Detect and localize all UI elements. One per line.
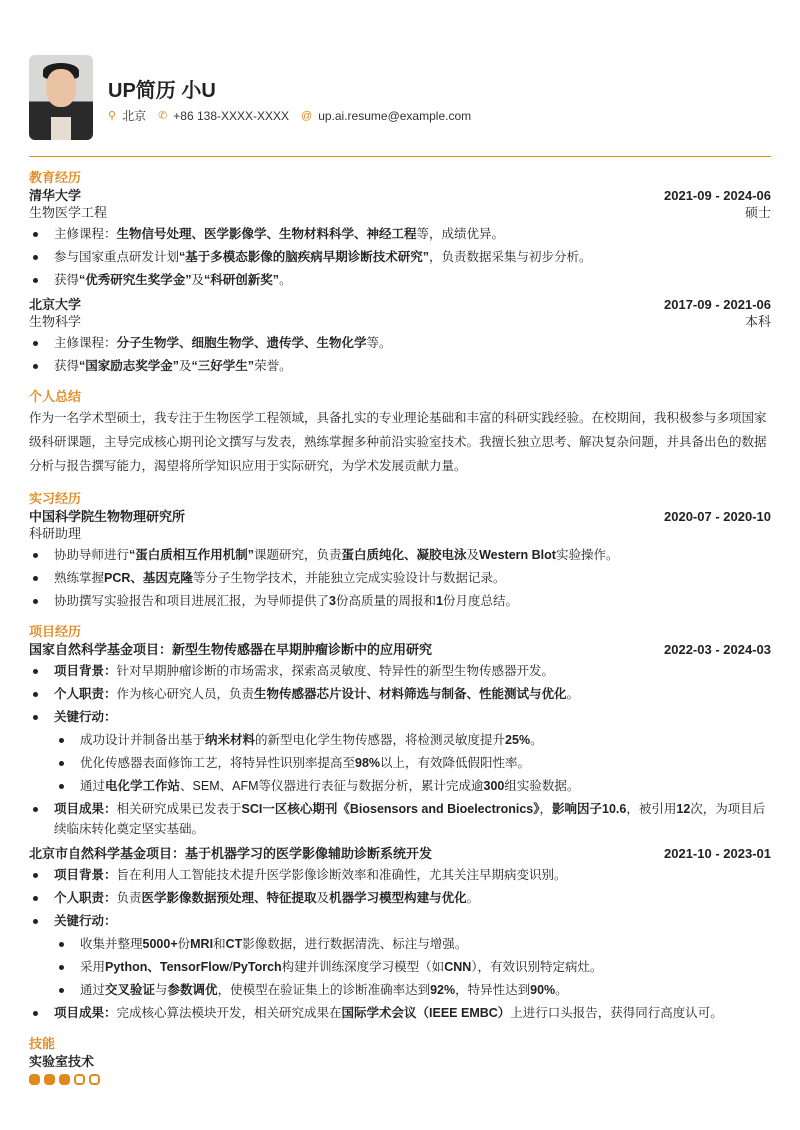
entry-header — [29, 845, 771, 862]
bold-text: 关键行动： — [54, 710, 117, 724]
text: 。 — [279, 273, 292, 287]
bullet-list — [29, 865, 771, 1023]
text: 旨在利用人工智能技术提升医学影像诊断效率和准确性，尤其关注早期病变识别。 — [116, 868, 567, 882]
entry-header — [29, 641, 771, 658]
bold-text: 国际学术会议（IEEE EMBC） — [341, 1006, 511, 1020]
bold-text: 生物信号处理、医学影像学、生物材料科学、神经工程 — [116, 227, 417, 241]
entry — [29, 845, 771, 1023]
text: 份 — [177, 937, 191, 951]
bold-text: 个人职责： — [54, 687, 117, 701]
entry-title: 国家自然科学基金项目：新型生物传感器在早期肿瘤诊断中的应用研究 — [29, 642, 433, 657]
bold-text: 项目背景： — [54, 664, 117, 678]
text: 课题研究，负责 — [254, 548, 342, 562]
entry-date: 2017-09 - 2021-06 — [664, 297, 771, 312]
entry-date: 2020-07 - 2020-10 — [664, 509, 771, 524]
bullet-list — [29, 661, 771, 839]
sub-bullet-item — [29, 980, 771, 1000]
text: 完成核心算法模块开发，相关研究成果在 — [116, 1006, 342, 1020]
entry — [29, 187, 771, 290]
text: 及 — [316, 891, 330, 905]
bullet-item — [29, 707, 771, 727]
text: 构建并训练深度学习模型（如 — [281, 960, 445, 974]
bold-text: Western Blot — [479, 548, 556, 562]
bold-text: SCI一区核心期刊《Biosensors and Bioelectronics》 — [241, 802, 540, 816]
skill-name: 实验室技术 — [29, 1054, 95, 1069]
level-dot-filled — [59, 1074, 70, 1085]
bold-text: 项目背景： — [54, 868, 117, 882]
sub-bullet-item — [29, 730, 771, 750]
text: 协助撰写实验报告和项目进展汇报，为导师提供了 — [54, 594, 330, 608]
bold-text: 1 — [435, 594, 443, 608]
text: 熟练掌握 — [54, 571, 105, 585]
summary-text: 作为一名学术型硕士，我专注于生物医学工程领域，具备扎实的专业理论基础和丰富的科研实践经验。在校期间，我积极参与多项国家级科研课题，主导完成核心期刊论文撰写与发表，熟练掌握多种前沿实验室技术。我擅长独立思考、解决复杂问题，并具备出色的数据分析与报告撰写能力，渴望将所学知识应用于实际研究，为学术发展贡献力量。 — [29, 411, 767, 473]
resume-page — [29, 0, 771, 1085]
sub-bullet-item — [29, 934, 771, 954]
bold-text: PyTorch — [232, 960, 282, 974]
bold-text: 12 — [676, 802, 691, 816]
bullet-item — [29, 591, 771, 611]
bold-text: CT — [225, 937, 243, 951]
text: 获得 — [54, 359, 80, 373]
bullet-item — [29, 568, 771, 588]
text: 相关研究成果已发表于 — [116, 802, 242, 816]
text: 。 — [555, 983, 568, 997]
text: 影像数据，进行数据清洗、标注与增强。 — [242, 937, 468, 951]
text: 等，成绩优异。 — [416, 227, 505, 241]
bold-text: “蛋白质相互作用机制” — [129, 548, 255, 562]
entry-header — [29, 296, 771, 313]
text: ，特异性达到 — [455, 983, 531, 997]
bold-text: 蛋白质纯化、凝胶电泳 — [341, 548, 467, 562]
entry-title: 北京市自然科学基金项目：基于机器学习的医学影像辅助诊断系统开发 — [29, 846, 433, 861]
bold-text: 参数调优 — [167, 983, 218, 997]
bold-text: 电化学工作站 — [105, 779, 181, 793]
section-title: 技能 — [29, 1036, 56, 1051]
entry-role: 科研助理 — [29, 526, 82, 541]
entry-role: 生物科学 — [29, 314, 82, 329]
bold-text: 纳米材料 — [205, 733, 256, 747]
text: 次，为项目后续临床转化奠定坚实基础。 — [54, 802, 766, 836]
level-dot-empty — [89, 1074, 100, 1085]
entry-subtitle — [29, 313, 771, 330]
text: ，负责数据采集与初步分析。 — [429, 250, 592, 264]
text: 负责 — [116, 891, 142, 905]
entry-role: 生物医学工程 — [29, 205, 108, 220]
phone-icon: ✆ — [158, 110, 168, 122]
text: 。 — [466, 891, 480, 905]
sub-bullet-item — [29, 957, 771, 977]
resume-header — [29, 0, 771, 157]
bold-text: 90% — [530, 983, 556, 997]
text: 与 — [155, 983, 168, 997]
bullet-item — [29, 356, 771, 376]
email-icon: @ — [301, 109, 313, 122]
text: ， — [539, 802, 553, 816]
bullet-item — [29, 799, 771, 839]
entry-degree: 本科 — [744, 314, 771, 329]
text: 。 — [566, 687, 580, 701]
text: 及 — [179, 359, 192, 373]
section-title: 项目经历 — [29, 624, 82, 639]
level-dot-empty — [74, 1074, 85, 1085]
contact-info — [108, 107, 471, 124]
text: 通过 — [80, 983, 106, 997]
entry-title: 中国科学院生物物理研究所 — [29, 509, 186, 524]
text: ，被引用 — [626, 802, 677, 816]
bold-text: “优秀研究生奖学金” — [79, 273, 192, 287]
entry-date: 2022-03 - 2024-03 — [664, 642, 771, 657]
text: 获得 — [54, 273, 80, 287]
bullet-list — [29, 545, 771, 611]
text: 参与国家重点研发计划 — [54, 250, 180, 264]
text: 组实验数据。 — [504, 779, 580, 793]
bold-text: 300 — [483, 779, 505, 793]
text: 实验操作。 — [555, 548, 619, 562]
text: 份高质量的周报和 — [335, 594, 436, 608]
section-title: 教育经历 — [29, 170, 82, 185]
text: 作为核心研究人员，负责 — [116, 687, 255, 701]
text: 等分子生物学技术，并能独立完成实验设计与数据记录。 — [192, 571, 506, 585]
bold-text: CNN — [444, 960, 472, 974]
text: 及 — [191, 273, 205, 287]
bold-text: 5000+ — [142, 937, 178, 951]
bold-text: Python、TensorFlow — [105, 960, 230, 974]
text: 主修课程： — [54, 336, 117, 350]
bold-text: PCR、基因克隆 — [104, 571, 193, 585]
entry — [29, 641, 771, 839]
bold-text: MRI — [190, 937, 214, 951]
level-dot-filled — [29, 1074, 40, 1085]
entry-header — [29, 187, 771, 204]
section-title: 实习经历 — [29, 491, 82, 506]
text: 通过 — [80, 779, 106, 793]
bold-text: “基于多模态影像的脑疾病早期诊断技术研究” — [179, 250, 430, 264]
bullet-item — [29, 684, 771, 704]
entry-title: 清华大学 — [29, 188, 82, 203]
candidate-name: UP简历 小U — [108, 80, 216, 102]
bold-text: 个人职责： — [54, 891, 117, 905]
text: / — [229, 960, 233, 974]
text: 主修课程： — [54, 227, 117, 241]
bold-text: “国家励志奖学金” — [79, 359, 180, 373]
section-title: 个人总结 — [29, 389, 82, 404]
text: 优化传感器表面修饰工艺，将特异性识别率提高至 — [80, 756, 356, 770]
text: 及 — [466, 548, 480, 562]
entry-degree: 硕士 — [744, 205, 771, 220]
text: 、SEM、AFM等仪器进行表征与数据分析，累计完成逾 — [180, 779, 484, 793]
education-section — [29, 169, 771, 376]
text: 成功设计并制备出基于 — [80, 733, 206, 747]
text: 和 — [213, 937, 226, 951]
bullet-item — [29, 865, 771, 885]
bold-text: 98% — [355, 756, 381, 770]
text: ，使模型在验证集上的诊断准确率达到 — [217, 983, 431, 997]
bullet-item — [29, 888, 771, 908]
entry — [29, 508, 771, 611]
bold-text: “三好学生” — [191, 359, 255, 373]
text: 荣誉。 — [254, 359, 292, 373]
profile-photo — [29, 55, 93, 140]
bold-text: 机器学习模型构建与优化 — [329, 891, 467, 905]
text: 。 — [530, 733, 543, 747]
entry-subtitle — [29, 525, 771, 542]
bullet-item — [29, 911, 771, 931]
text: 协助导师进行 — [54, 548, 130, 562]
bullet-item — [29, 661, 771, 681]
text: 针对早期肿瘤诊断的市场需求，探索高灵敏度、特异性的新型生物传感器开发。 — [116, 664, 555, 678]
text: 的新型电化学生物传感器，将检测灵敏度提升 — [255, 733, 506, 747]
bullet-item — [29, 247, 771, 267]
sub-bullet-item — [29, 753, 771, 773]
bullet-list — [29, 224, 771, 290]
bullet-item — [29, 270, 771, 290]
bold-text: 25% — [505, 733, 531, 747]
bold-text: 生物传感器芯片设计、材料筛选与制备、性能测试与优化 — [254, 687, 567, 701]
bullet-item — [29, 545, 771, 565]
summary-section — [29, 388, 771, 478]
bullet-item — [29, 1003, 771, 1023]
bold-text: 分子生物学、细胞生物学、遗传学、生物化学 — [116, 336, 367, 350]
bold-text: 医学影像数据预处理、特征提取 — [141, 891, 317, 905]
text: 以上，有效降低假阳性率。 — [380, 756, 531, 770]
entry-date: 2021-10 - 2023-01 — [664, 846, 771, 861]
bullet-list — [29, 333, 771, 376]
location: 北京 — [122, 109, 147, 123]
bold-text: 项目成果： — [54, 802, 117, 816]
entry-header — [29, 508, 771, 525]
projects-section — [29, 623, 771, 1023]
email: up.ai.resume@example.com — [318, 108, 472, 123]
skills-section — [29, 1035, 771, 1085]
text: 等。 — [366, 336, 392, 350]
sub-bullet-item — [29, 776, 771, 796]
bullet-item — [29, 224, 771, 244]
text: ），有效识别特定病灶。 — [471, 960, 603, 974]
text: 上进行口头报告，获得同行高度认可。 — [510, 1006, 723, 1020]
bullet-item — [29, 333, 771, 353]
entry-subtitle — [29, 204, 771, 221]
bold-text: 3 — [329, 594, 336, 608]
text: 份月度总结。 — [442, 594, 518, 608]
entry-date: 2021-09 - 2024-06 — [664, 188, 771, 203]
text: 收集并整理 — [80, 937, 143, 951]
internship-section — [29, 490, 771, 611]
entry-title: 北京大学 — [29, 297, 82, 312]
location-icon: ⚲ — [108, 110, 117, 122]
skill-level — [29, 1074, 771, 1085]
bold-text: “科研创新奖” — [204, 273, 280, 287]
bold-text: 92% — [430, 983, 456, 997]
entry — [29, 296, 771, 376]
bold-text: 影响因子10.6 — [552, 802, 627, 816]
bold-text: 关键行动： — [54, 914, 117, 928]
level-dot-filled — [44, 1074, 55, 1085]
text: 采用 — [80, 960, 106, 974]
phone: +86 138-XXXX-XXXX — [173, 108, 290, 123]
bold-text: 项目成果： — [54, 1006, 117, 1020]
bold-text: 交叉验证 — [105, 983, 156, 997]
